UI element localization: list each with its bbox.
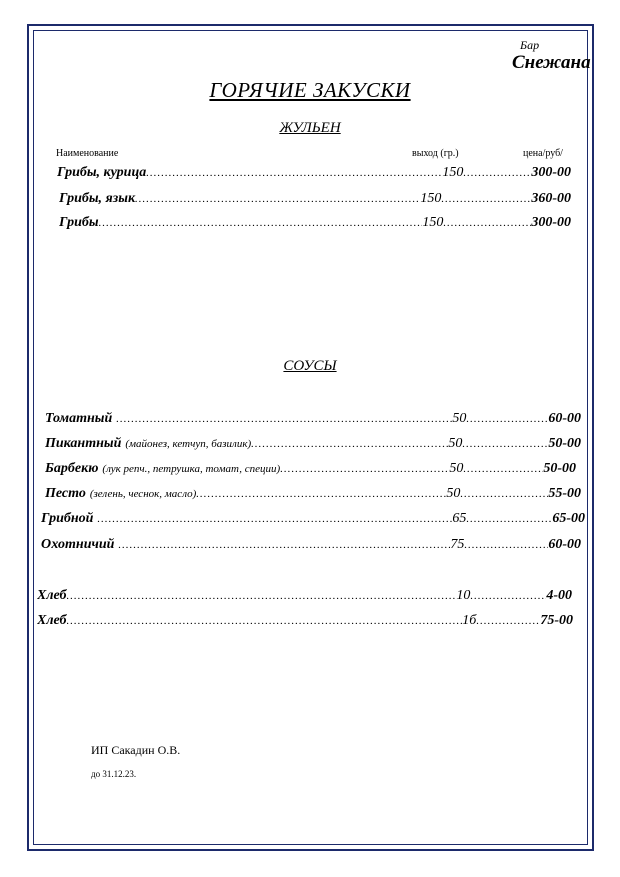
item-name: Грибной [41, 511, 94, 526]
item-name: Грибы, язык [59, 191, 136, 206]
item-price: 55-00 [548, 486, 581, 501]
valid-until-date: до 31.12.23. [91, 769, 137, 779]
leader-dots [470, 590, 546, 602]
item-name: Хлеб [37, 613, 67, 628]
item-yield: 50 [446, 486, 461, 501]
menu-item-row [45, 436, 581, 452]
item-name: Грибы, курица [57, 165, 147, 180]
item-yield: 65 [452, 511, 467, 526]
item-price: 60-00 [548, 411, 581, 426]
item-yield: 150 [420, 191, 442, 206]
leader-dots [462, 438, 548, 450]
leader-dots [67, 590, 457, 602]
item-price: 75-00 [540, 613, 573, 628]
item-price: 50-00 [548, 436, 581, 451]
item-name: Томатный [45, 411, 113, 426]
item-name: Хлеб [37, 588, 67, 603]
leader-dots [463, 167, 531, 179]
bar-name: Снежана [512, 52, 591, 73]
leader-dots [67, 615, 463, 627]
leader-dots [116, 413, 452, 425]
item-yield: 150 [422, 215, 444, 230]
leader-dots [476, 615, 540, 627]
section-title-julienne: ЖУЛЬЕН [279, 120, 341, 136]
item-yield: 50 [449, 461, 464, 476]
item-price: 50-00 [543, 461, 576, 476]
menu-item-row [41, 511, 585, 527]
owner-name: ИП Сакадин О.В. [91, 743, 181, 757]
item-name: Барбекю [45, 461, 99, 476]
leader-dots [97, 513, 452, 525]
item-yield: 50 [448, 436, 463, 451]
item-note: (майонез, кетчуп, базилик) [125, 438, 252, 450]
leader-dots [251, 438, 448, 450]
leader-dots [135, 193, 420, 205]
leader-dots [466, 413, 548, 425]
item-name: Грибы [59, 215, 99, 230]
menu-item-row [57, 165, 571, 181]
item-price: 65-00 [552, 511, 585, 526]
menu-item-row [45, 461, 576, 477]
item-yield: 1б [462, 613, 477, 628]
item-yield: 75 [450, 537, 465, 552]
menu-item-row [37, 588, 572, 604]
leader-dots [118, 539, 450, 551]
leader-dots [196, 488, 446, 500]
menu-item-row [59, 215, 571, 231]
leader-dots [464, 539, 548, 551]
leader-dots [460, 488, 548, 500]
item-yield: 10 [456, 588, 471, 603]
item-price: 60-00 [548, 537, 581, 552]
page-title: ГОРЯЧИЕ ЗАКУСКИ [209, 78, 411, 102]
menu-item-row [45, 411, 581, 427]
item-note: (зелень, чеснок, масло) [89, 488, 197, 500]
column-header-name: Наименование [56, 148, 119, 159]
leader-dots [280, 463, 449, 475]
item-note: (лук репч., петрушка, томат, специи) [102, 463, 281, 475]
leader-dots [441, 193, 531, 205]
item-yield: 50 [452, 411, 467, 426]
leader-dots [463, 463, 543, 475]
item-price: 360-00 [531, 191, 571, 206]
leader-dots [146, 167, 442, 179]
item-price: 4-00 [546, 588, 572, 603]
leader-dots [443, 217, 531, 229]
leader-dots [466, 513, 552, 525]
section-title-sauces: СОУСЫ [283, 358, 337, 374]
menu-item-row [37, 613, 573, 629]
item-price: 300-00 [531, 215, 571, 230]
leader-dots [99, 217, 423, 229]
item-yield: 150 [442, 165, 464, 180]
item-name: Охотничий [41, 537, 115, 552]
menu-item-row [59, 191, 571, 207]
column-header-yield: выход (гр.) [412, 148, 459, 159]
menu-item-row [41, 537, 581, 553]
item-name: Пикантный [45, 436, 122, 451]
item-name: Песто [45, 486, 86, 501]
menu-item-row [45, 486, 581, 502]
bar-label: Бар [520, 38, 540, 52]
column-header-price: цена/руб/ [523, 148, 563, 159]
item-price: 300-00 [531, 165, 571, 180]
